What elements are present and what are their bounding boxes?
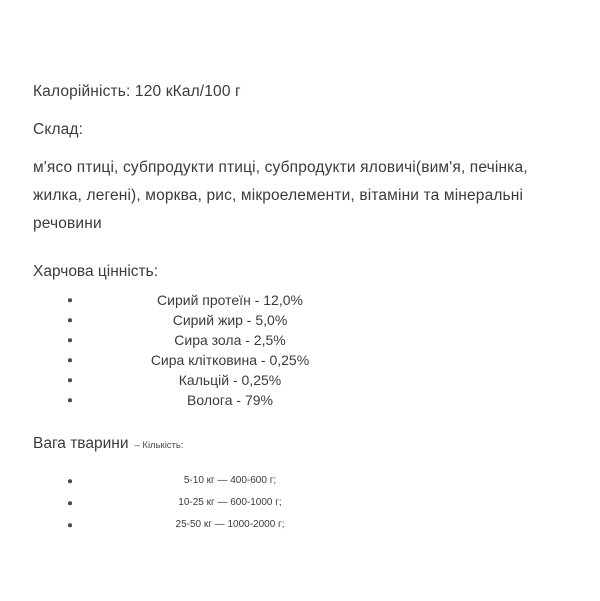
composition-text: м'ясо птиці, субпродукти птиці, субпродукти яловичі(вим'я, печінка, жилка, легені), морква, рис, мікроелементи, вітаміни та мінеральні речовини	[33, 159, 528, 232]
composition-heading: Склад:	[33, 121, 84, 138]
feeding-list	[33, 470, 572, 536]
nutrition-heading: Харчова цінність:	[33, 263, 159, 280]
list-item: Сирий протеїн - 12,0%	[33, 290, 572, 310]
list-item: 10-25 кг — 600-1000 г;	[33, 492, 572, 514]
list-item: Сирий жир - 5,0%	[33, 310, 572, 330]
feeding-heading-main: Вага тварини	[33, 435, 129, 452]
list-item: Кальцій - 0,25%	[33, 370, 572, 390]
feeding-heading	[33, 432, 572, 456]
feeding-heading-sub: – Кількість:	[134, 440, 184, 451]
list-item: Волога - 79%	[33, 390, 572, 410]
list-item: 25-50 кг — 1000-2000 г;	[33, 514, 572, 536]
list-item: 5-10 кг — 400-600 г;	[33, 470, 572, 492]
nutrition-list	[33, 290, 572, 410]
calories-line: Калорійність: 120 кКал/100 г	[33, 83, 241, 100]
list-item: Сира клітковина - 0,25%	[33, 350, 572, 370]
list-item: Сира зола - 2,5%	[33, 330, 572, 350]
